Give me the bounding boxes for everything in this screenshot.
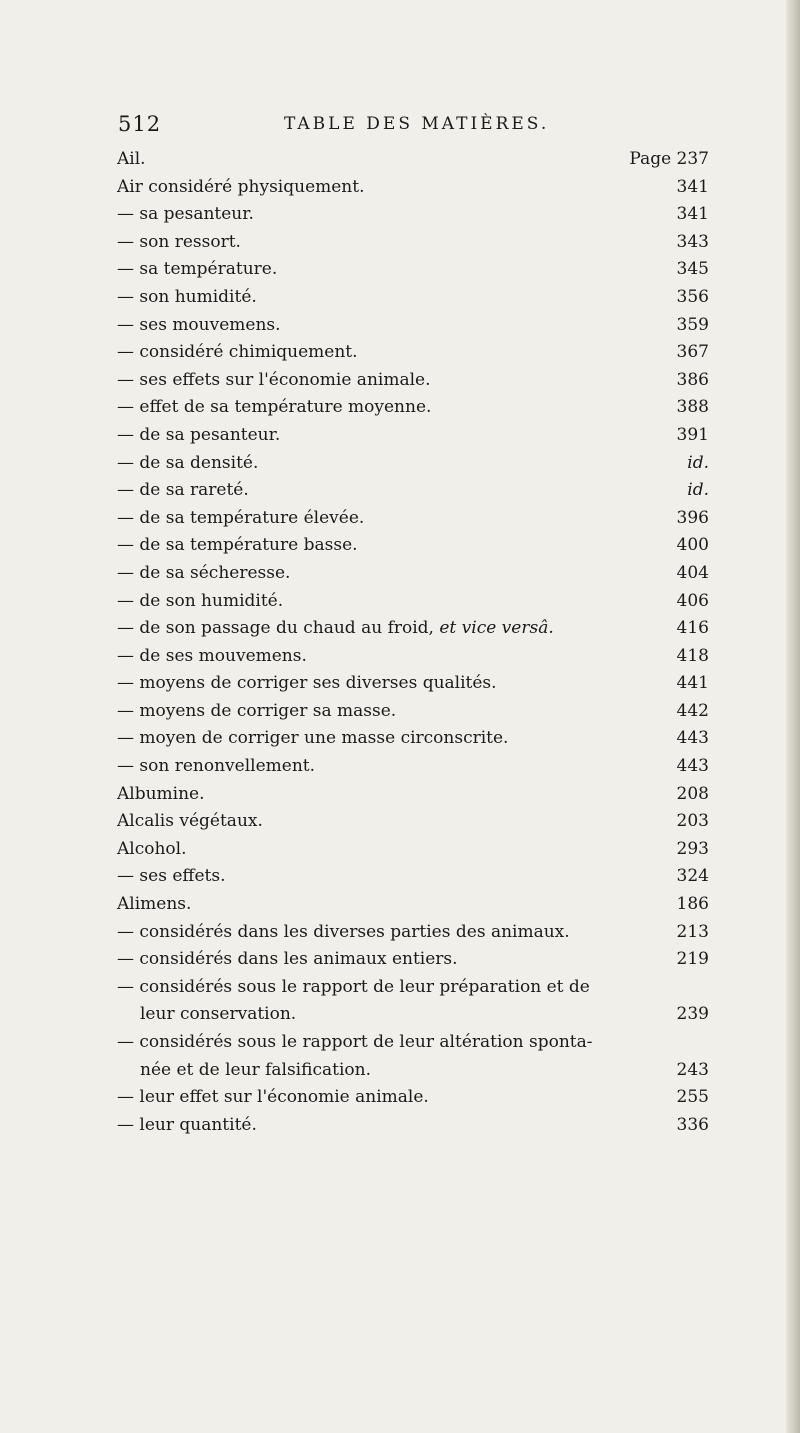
page-number: 512 — [118, 112, 162, 136]
index-entry — [117, 1057, 709, 1085]
entry-page-number: 255 — [676, 1087, 709, 1108]
index-entry — [117, 450, 709, 478]
entry-page-number: 239 — [676, 1004, 709, 1025]
index-entry — [117, 670, 709, 698]
entry-page-number: 341 — [676, 204, 709, 225]
entry-text: née et de leur falsification. — [140, 1059, 371, 1080]
index-entries — [117, 146, 709, 1139]
entry-text: — effet de sa température moyenne. — [117, 397, 432, 418]
entry-text: Alcalis végétaux. — [117, 811, 263, 832]
index-entry — [117, 753, 709, 781]
entry-text-roman: — de son passage du chaud au froid, — [117, 618, 440, 639]
entry-text: — considérés sous le rapport de leur préparation et de — [117, 976, 590, 997]
index-entry — [117, 1001, 709, 1029]
index-entry — [117, 946, 709, 974]
entry-page-number: id. — [687, 480, 709, 501]
index-entry — [117, 643, 709, 671]
index-entry — [117, 256, 709, 284]
entry-page-number: 343 — [676, 231, 709, 252]
entry-page-number: 359 — [676, 314, 709, 335]
index-entry — [117, 1084, 709, 1112]
index-entry — [117, 146, 709, 174]
index-entry — [117, 725, 709, 753]
entry-text: — de son humidité. — [117, 590, 284, 611]
index-entry — [117, 891, 709, 919]
entry-text: — de sa densité. — [117, 452, 259, 473]
entry-page-number: 293 — [676, 838, 709, 859]
index-entry — [117, 505, 709, 533]
entry-page-number: 243 — [676, 1059, 709, 1080]
entry-text: — moyens de corriger ses diverses qualités. — [117, 673, 497, 694]
entry-text: — considéré chimiquement. — [117, 342, 358, 363]
entry-page-number: 396 — [676, 507, 709, 528]
index-entry — [117, 394, 709, 422]
entry-text: — de sa sécheresse. — [117, 562, 291, 583]
index-entry — [117, 477, 709, 505]
entry-text: Albumine. — [117, 783, 205, 804]
index-entry — [117, 339, 709, 367]
entry-page-number: 400 — [676, 535, 709, 556]
entry-page-number: id. — [687, 452, 709, 473]
entry-text: — considérés dans les animaux entiers. — [117, 949, 458, 970]
entry-page-number: 386 — [676, 369, 709, 390]
entry-page-number: 441 — [676, 673, 709, 694]
entry-page-number: Page 237 — [629, 149, 709, 169]
entry-page-number: 418 — [676, 645, 709, 666]
entry-text: — son humidité. — [117, 286, 257, 307]
entry-text: — leur quantité. — [117, 1114, 257, 1135]
entry-page-number: 341 — [676, 176, 709, 197]
entry-text: — son renonvellement. — [117, 756, 315, 777]
entry-page-number: 416 — [676, 618, 709, 639]
entry-page-number: 388 — [676, 397, 709, 418]
entry-page-number: 356 — [676, 286, 709, 307]
entry-page-number: 367 — [676, 342, 709, 363]
entry-page-number: 219 — [676, 949, 709, 970]
entry-page-number: 442 — [676, 700, 709, 721]
entry-text: — de ses mouvemens. — [117, 645, 307, 666]
entry-page-number: 213 — [676, 921, 709, 942]
index-entry — [117, 1029, 709, 1057]
entry-text: — sa pesanteur. — [117, 204, 254, 225]
index-entry — [117, 836, 709, 864]
entry-text: — moyen de corriger une masse circonscrite. — [117, 728, 509, 749]
index-entry — [117, 312, 709, 340]
entry-page-number: 203 — [676, 811, 709, 832]
entry-text: — leur effet sur l'économie animale. — [117, 1087, 429, 1108]
entry-text: — de sa température basse. — [117, 535, 358, 556]
index-entry — [117, 781, 709, 809]
index-entry — [117, 201, 709, 229]
page-edge — [786, 0, 800, 1433]
entry-text: — ses effets sur l'économie animale. — [117, 369, 431, 390]
index-entry — [117, 367, 709, 395]
entry-page-number: 404 — [676, 562, 709, 583]
entry-text: — de sa pesanteur. — [117, 424, 281, 445]
entry-text — [117, 615, 554, 643]
entry-page-number: 324 — [676, 866, 709, 887]
page-header — [118, 112, 718, 142]
entry-text: leur conservation. — [140, 1004, 297, 1025]
entry-page-number: 443 — [676, 728, 709, 749]
entry-text: Air considéré physiquement. — [117, 176, 365, 197]
entry-text: — de sa rareté. — [117, 480, 249, 501]
index-entry — [117, 615, 709, 643]
entry-text: — ses effets. — [117, 866, 226, 887]
index-entry — [117, 808, 709, 836]
entry-page-number: 208 — [676, 783, 709, 804]
entry-text: — sa température. — [117, 259, 278, 280]
entry-text: Alimens. — [117, 894, 192, 915]
index-entry — [117, 974, 709, 1002]
index-entry — [117, 698, 709, 726]
index-entry — [117, 863, 709, 891]
entry-text: — considérés dans les diverses parties des animaux. — [117, 921, 570, 942]
entry-page-number: 406 — [676, 590, 709, 611]
index-entry — [117, 588, 709, 616]
running-title: TABLE DES MATIÈRES. — [284, 114, 550, 134]
entry-text: — considérés sous le rapport de leur altération sponta- — [117, 1032, 593, 1052]
entry-text: — ses mouvemens. — [117, 314, 281, 335]
entry-text: — de sa température élevée. — [117, 507, 365, 528]
entry-page-number: 345 — [676, 259, 709, 280]
entry-text-italic: et vice versâ. — [439, 618, 554, 639]
entry-page-number: 443 — [676, 756, 709, 777]
index-entry — [117, 919, 709, 947]
entry-text: — moyens de corriger sa masse. — [117, 700, 397, 721]
index-entry — [117, 1112, 709, 1140]
index-entry — [117, 422, 709, 450]
entry-text: Ail. — [117, 149, 146, 169]
entry-page-number: 336 — [676, 1114, 709, 1135]
index-entry — [117, 284, 709, 312]
entry-text: Alcohol. — [117, 838, 187, 859]
entry-page-number: 391 — [676, 424, 709, 445]
index-entry — [117, 174, 709, 202]
index-entry — [117, 560, 709, 588]
entry-page-number: 186 — [676, 894, 709, 915]
entry-text: — son ressort. — [117, 231, 241, 252]
index-entry — [117, 532, 709, 560]
index-entry — [117, 229, 709, 257]
